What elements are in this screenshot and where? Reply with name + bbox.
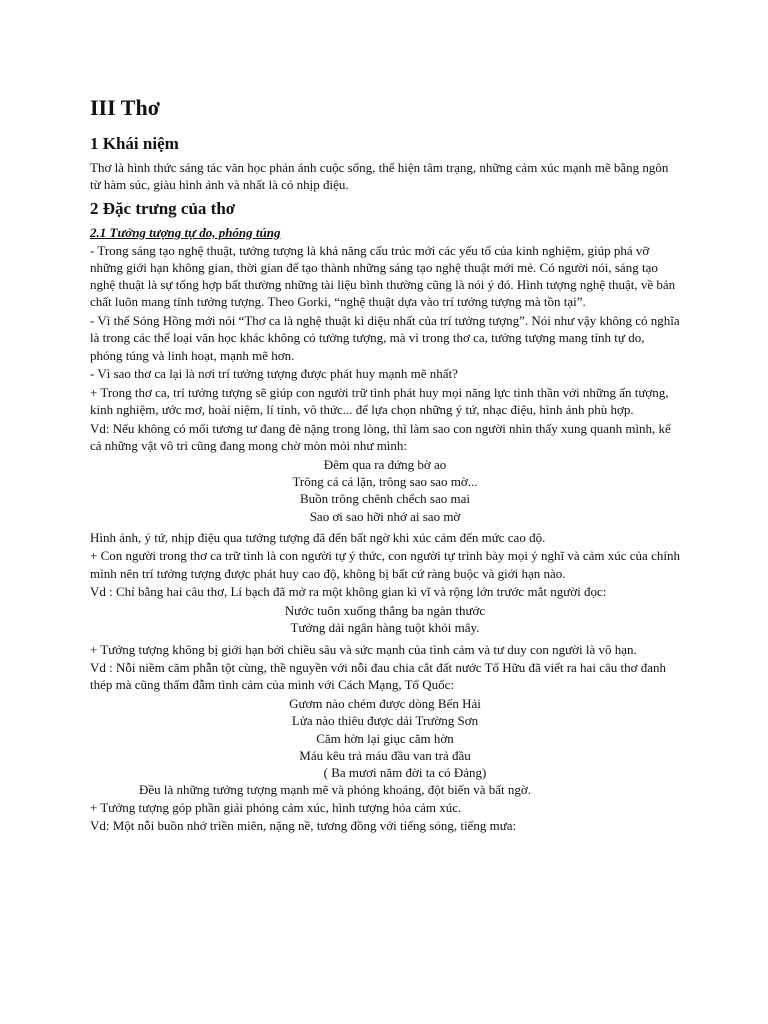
section-title: III Thơ: [90, 95, 160, 120]
paragraph: + Trong thơ ca, trí tưởng tượng sẽ giúp con người trữ tình phát huy mọi năng lực tinh thần với những ấn tượng, kinh nghiệm, ước mơ, hoài niệm, lí tính, vô thức... để lựa chọn những ý tứ, nhạc điệu, hình ảnh phù hợp.: [90, 384, 669, 418]
paragraph: Vd : Nỗi niềm căm phẫn tột cùng, thề nguyền với nỗi đau chia cắt đất nước Tố Hữu đã viết ra hai câu thơ đanh thép mà cũng thấm đẫm tình cảm của mình với Cách Mạng, Tổ Quốc:: [90, 660, 666, 693]
poem-line: Căm hờn lại giục căm hờn: [316, 730, 454, 746]
poem-line: Đêm qua ra đứng bờ ao: [323, 456, 447, 472]
poem-block: [90, 456, 680, 525]
poem-line: Lửa nào thiêu được dải Trường Sơn: [291, 713, 479, 729]
paragraph: Đều là những tưởng tượng mạnh mẽ và phóng khoáng, đột biến và bất ngờ.: [139, 782, 531, 798]
poem-line: Nước tuôn xuống thẳng ba ngàn thước: [284, 602, 486, 618]
paragraph: Thơ là hình thức sáng tác văn học phản ánh cuộc sống, thể hiện tâm trạng, những cảm xúc mạnh mẽ bằng ngôn từ hàm súc, giàu hình ảnh và nhất là có nhịp điệu.: [90, 160, 669, 193]
paragraph: Vd: Nếu không có mối tương tư đang đè nặng trong lòng, thì làm sao con người nhìn thấy xung quanh mình, kể cả những vật vô tri cũng đang mong chờ mòn mỏi như mình:: [90, 420, 671, 454]
poem-line: Máu kêu trả máu đầu van trả đầu: [299, 747, 471, 763]
heading-characteristics: 2 Đặc trưng của thơ: [90, 198, 236, 218]
poem-block: [90, 602, 680, 637]
paragraph: Vd : Chỉ bằng hai câu thơ, Lí bạch đã mở ra một không gian kì vĩ và rộng lớn trước mắt người đọc:: [90, 584, 607, 600]
poem-line: Buồn trông chênh chếch sao mai: [299, 491, 471, 507]
poem-line: Tưởng dải ngân hàng tuột khỏi mây.: [290, 620, 480, 636]
document-body: [90, 95, 680, 836]
poem-block: [90, 695, 680, 781]
poem-line: Trông cá cá lặn, trông sao sao mờ...: [292, 473, 478, 489]
poem-attribution: ( Ba mươi năm đời ta có Đảng): [323, 765, 487, 781]
paragraph: Vd: Một nỗi buồn nhớ triền miên, nặng nề, tương đồng với tiếng sóng, tiếng mưa:: [90, 818, 517, 834]
poem-line: Gươm nào chém được dòng Bến Hải: [289, 695, 481, 711]
paragraph: - Trong sáng tạo nghệ thuật, tưởng tượng là khả năng cấu trúc mới các yếu tố của kinh nghiệm, giúp phá vỡ những giới hạn không gian, thời gian để tạo thành những sáng tạo nghệ thuật mới mẻ. Có người nói, sáng tạo nghệ thuật là sự tổng hợp bất thường những tài liệu bình thường cũng là nói ý đó. Hình tượng nghệ thuật, về bản chất luôn mang tính tưởng tượng. Theo Gorki, “nghệ thuật dựa vào trí tưởng tượng mà tồn tại”.: [90, 242, 676, 310]
paragraph: + Tưởng tượng không bị giới hạn bởi chiều sâu và sức mạnh của tình cảm và tư duy con người là vô hạn.: [90, 641, 637, 657]
paragraph: + Tưởng tượng góp phần giải phóng cảm xúc, hình tượng hóa cảm xúc.: [90, 799, 462, 815]
paragraph: - Vì thế Sóng Hồng mới nói “Thơ ca là nghệ thuật kì diệu nhất của trí tưởng tượng”. Nói như vậy không có nghĩa là trong các thể loại văn học khác không có tưởng tượng, mà vì trong thơ ca, tưởng tượng mang tính tự do, phóng túng và linh hoạt, mạnh mẽ hơn.: [90, 313, 680, 363]
heading-concept: 1 Khái niệm: [90, 134, 179, 153]
poem-line: Sao ơi sao hỡi nhớ ai sao mờ: [309, 508, 461, 524]
paragraph: Hình ảnh, ý tứ, nhịp điệu qua tưởng tượng đã đến bất ngờ khi xúc cảm đến mức cao độ.: [90, 529, 546, 545]
paragraph: - Vì sao thơ ca lại là nơi trí tưởng tượng được phát huy mạnh mẽ nhất?: [90, 366, 458, 382]
subheading-imagination: 2.1 Tưởng tượng tự do, phóng túng: [90, 224, 281, 240]
paragraph: + Con người trong thơ ca trữ tình là con người tự ý thức, con người tự trình bày mọi ý nghĩ và cảm xúc của chính mình nên trí tưởng tượng được phát huy cao độ, không bị bất cứ ràng buộc và giới hạn nào.: [90, 548, 680, 581]
